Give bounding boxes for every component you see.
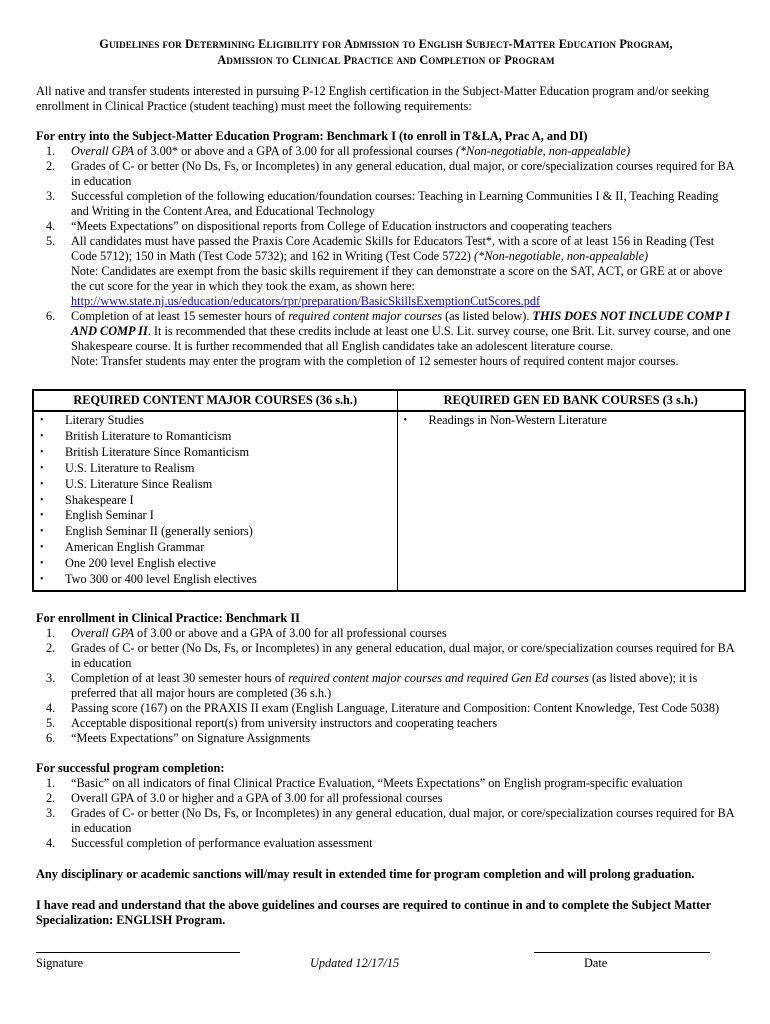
benchmark-2-list xyxy=(36,626,736,746)
list-item: • English Seminar II (generally seniors) xyxy=(40,524,253,539)
list-item: • Shakespeare I xyxy=(40,492,134,507)
content-major-header: REQUIRED CONTENT MAJOR COURSES (36 s.h.) xyxy=(33,390,397,411)
signature-label: Signature xyxy=(36,955,84,970)
list-item: 2. Overall GPA of 3.0 or higher and a GPA of 3.00 for all professional courses xyxy=(46,790,443,805)
updated-date: Updated 12/17/15 xyxy=(310,955,400,970)
signature-line[interactable] xyxy=(36,952,240,953)
exemption-link-line xyxy=(36,294,736,309)
list-item: 4. Passing score (167) on the PRAXIS II exam (English Language, Literature and Composition: Content Knowledge, Test Code 5038) xyxy=(46,700,720,715)
list-item: 6. “Meets Expectations” on Signature Assignments xyxy=(46,730,311,745)
list-item: 6. Completion of at least 15 semester hours of required content major courses (as listed below). THIS DOES NOT INCLUDE COMP I AND COMP II. It is recommended that these credits include at least one U.S. Lit. survey course, one Brit. Lit. survey course, and one Shakespeare course. It is further recommended that all English candidates take an adolescent literature course. xyxy=(46,309,731,353)
gen-ed-cell xyxy=(397,411,745,591)
completion-heading: For successful program completion: xyxy=(36,760,225,775)
sanctions-statement: Any disciplinary or academic sanctions will/may result in extended time for program completion and will prolong graduation. xyxy=(36,866,695,881)
list-item: • British Literature Since Romanticism xyxy=(40,444,250,459)
list-item: 3. Completion of at least 30 semester hours of required content major courses and required Gen Ed courses (as listed above); it is preferred that all major hours are completed (36 s.h.) xyxy=(46,670,698,700)
list-item: 3. Grades of C- or better (No Ds, Fs, or Incompletes) in any general education, dual major, or core/specialization courses required for BA in education xyxy=(46,805,734,835)
signature-row xyxy=(36,952,736,992)
list-item: 2. Grades of C- or better (No Ds, Fs, or Incompletes) in any general education, dual major, or core/specialization courses required for BA in education xyxy=(46,640,734,670)
gen-ed-list xyxy=(398,413,745,429)
list-item: • Literary Studies xyxy=(40,413,144,427)
acknowledgement-statement: I have read and understand that the above guidelines and courses are required to continue in and to complete the Subject Matter Specialization: ENGLISH Program. xyxy=(36,897,711,927)
list-item: • English Seminar I xyxy=(40,508,154,523)
document-title xyxy=(36,36,736,68)
exemption-note: Note: Candidates are exempt from the basic skills requirement if they can demonstrate a score on the SAT, ACT, or GRE at or above the cut score for the year in which they took the exam, as shown here: xyxy=(71,264,723,293)
list-item: • Readings in Non-Western Literature xyxy=(403,413,607,427)
list-item: 4. “Meets Expectations” on dispositional reports from College of Education instructors and cooperating teachers xyxy=(46,219,612,233)
transfer-note: Note: Transfer students may enter the program with the completion of 12 semester hours of required content major courses. xyxy=(71,354,679,368)
title-line-1: Guidelines for Determining Eligibility for Admission to English Subject-Matter Education Program, xyxy=(99,37,673,51)
content-major-cell xyxy=(33,411,397,591)
list-item: 5. Acceptable dispositional report(s) from university instructors and cooperating teachers xyxy=(46,715,498,730)
list-item: 1. Overall GPA of 3.00 or above and a GPA of 3.00 for all professional courses xyxy=(46,625,447,640)
benchmark-2-heading: For enrollment in Clinical Practice: Benchmark II xyxy=(36,610,300,625)
list-item: 2. Grades of C- or better (No Ds, Fs, or Incompletes) in any general education, dual major, or core/specialization courses required for BA in education xyxy=(46,159,734,188)
list-item: 1. “Basic” on all indicators of final Clinical Practice Evaluation, “Meets Expectations” on English program-specific evaluation xyxy=(46,775,683,790)
list-item: • British Literature to Romanticism xyxy=(40,428,232,443)
intro-paragraph: All native and transfer students interested in pursuing P-12 English certification in the Subject-Matter Education program and/or seeking enrollment in Clinical Practice (student teaching) must meet the following requirements: xyxy=(36,84,710,113)
benchmark-1-heading: For entry into the Subject-Matter Education Program: Benchmark I (to enroll in T&LA, Prac A, and DI) xyxy=(36,129,588,143)
list-item: 1. Overall GPA of 3.00* or above and a GPA of 3.00 for all professional courses (*Non-negotiable, non-appealable) xyxy=(46,144,631,158)
benchmark-1-list-cont xyxy=(36,309,736,354)
list-item: • American English Grammar xyxy=(40,540,205,555)
list-item: 3. Successful completion of the following education/foundation courses: Teaching in Learning Communities I & II, Teaching Reading and Writing in the Content Area, and Educational Technology xyxy=(46,189,719,218)
required-courses-table xyxy=(32,389,746,592)
date-label: Date xyxy=(584,955,608,970)
list-item: • U.S. Literature Since Realism xyxy=(40,476,213,491)
list-item: • One 200 level English elective xyxy=(40,556,216,571)
content-major-list xyxy=(34,413,397,588)
list-item: • Two 300 or 400 level English electives xyxy=(40,572,257,587)
title-line-2: Admission to Clinical Practice and Completion of Program xyxy=(217,53,555,67)
benchmark-1-list xyxy=(36,144,736,264)
completion-list xyxy=(36,776,736,851)
list-item: 4. Successful completion of performance evaluation assessment xyxy=(46,835,373,850)
list-item: • U.S. Literature to Realism xyxy=(40,460,195,475)
gen-ed-header: REQUIRED GEN ED BANK COURSES (3 s.h.) xyxy=(397,390,745,411)
exemption-cut-scores-link[interactable]: http://www.state.nj.us/education/educators/rpr/preparation/BasicSkillsExemptionCutScores.pdf xyxy=(71,294,541,308)
date-line[interactable] xyxy=(534,952,710,953)
list-item: 5. All candidates must have passed the Praxis Core Academic Skills for Educators Test*, with a score of at least 156 in Reading (Test Code 5712); 150 in Math (Test Code 5732); and 162 in Writing (Test Code 5722) (*Non-negotiable, non-appealable) xyxy=(46,234,715,263)
document-page xyxy=(36,36,736,992)
